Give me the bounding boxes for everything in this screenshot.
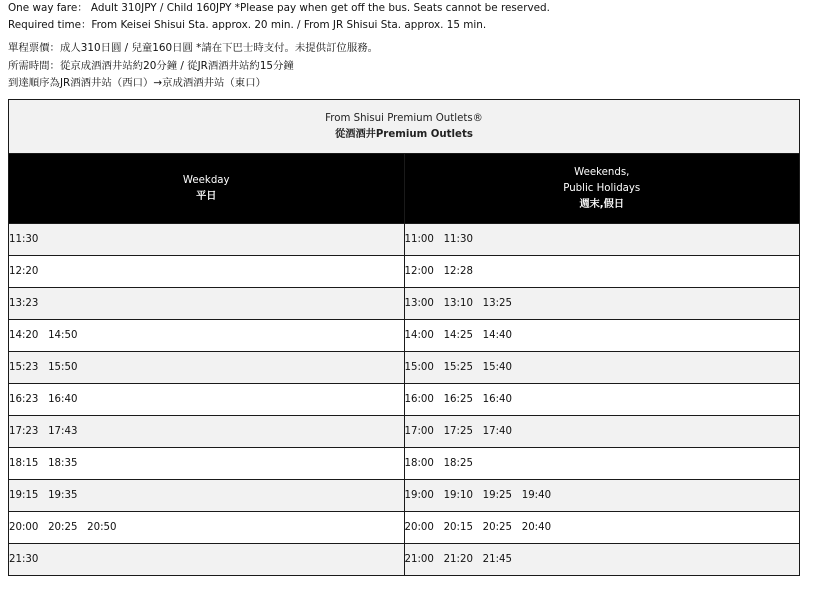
fare-text-en: One way fare： Adult 310JPY / Child 160JPY *Please pay when get off the bus. Seats cannot be reserved. bbox=[8, 2, 550, 14]
table-row bbox=[9, 288, 800, 320]
column-header-row bbox=[9, 154, 800, 224]
table-row bbox=[9, 448, 800, 480]
weekend-header-en-line2: Public Holidays bbox=[563, 182, 641, 194]
weekend-header-zh: 週末,假日 bbox=[579, 198, 625, 210]
weekend-header-en-line1: Weekends, bbox=[574, 166, 630, 178]
weekend-times-cell: 17:00 17:25 17:40 bbox=[404, 416, 800, 448]
table-row bbox=[9, 512, 800, 544]
table-row bbox=[9, 352, 800, 384]
weekday-times-cell: 13:23 bbox=[9, 288, 405, 320]
weekend-times-cell: 11:00 11:30 bbox=[404, 224, 800, 256]
fare-text-zh: 單程票價：成人310日圓 / 兒童160日圓 *請在下巴士時支付。未提供訂位服務。 bbox=[8, 42, 378, 54]
weekend-header bbox=[404, 154, 800, 224]
table-row bbox=[9, 256, 800, 288]
table-row bbox=[9, 480, 800, 512]
title-en: From Shisui Premium Outlets® bbox=[325, 112, 483, 124]
timetable-body bbox=[9, 224, 800, 576]
weekday-times-cell: 19:15 19:35 bbox=[9, 480, 405, 512]
required-time-text-en: Required time：From Keisei Shisui Sta. approx. 20 min. / From JR Shisui Sta. approx. 15 min. bbox=[8, 19, 487, 31]
timetable-title-row bbox=[9, 100, 800, 154]
weekend-times-cell: 20:00 20:15 20:25 20:40 bbox=[404, 512, 800, 544]
weekday-header-en: Weekday bbox=[182, 174, 230, 186]
weekend-times-cell: 12:00 12:28 bbox=[404, 256, 800, 288]
title-zh: 從酒酒井Premium Outlets bbox=[335, 128, 473, 140]
weekday-times-cell: 16:23 16:40 bbox=[9, 384, 405, 416]
weekend-times-cell: 13:00 13:10 13:25 bbox=[404, 288, 800, 320]
weekday-header-zh: 平日 bbox=[196, 190, 217, 202]
weekday-times-cell: 11:30 bbox=[9, 224, 405, 256]
required-time-text-zh: 所需時間：從京成酒酒井站約20分鐘 / 從JR酒酒井站約15分鐘 bbox=[8, 59, 294, 72]
table-row bbox=[9, 320, 800, 352]
weekend-times-cell: 18:00 18:25 bbox=[404, 448, 800, 480]
weekend-times-cell: 21:00 21:20 21:45 bbox=[404, 544, 800, 576]
weekday-times-cell: 14:20 14:50 bbox=[9, 320, 405, 352]
weekend-times-cell: 16:00 16:25 16:40 bbox=[404, 384, 800, 416]
chinese-info bbox=[8, 40, 378, 93]
table-row bbox=[9, 416, 800, 448]
weekday-header bbox=[9, 154, 405, 224]
stop-order-text-zh: 到達順序為JR酒酒井站（西口）→京成酒酒井站（東口） bbox=[8, 77, 266, 89]
english-info bbox=[8, 0, 550, 34]
timetable-title bbox=[9, 100, 800, 154]
table-row bbox=[9, 544, 800, 576]
table-row bbox=[9, 384, 800, 416]
weekday-times-cell: 15:23 15:50 bbox=[9, 352, 405, 384]
weekday-times-cell: 12:20 bbox=[9, 256, 405, 288]
weekend-times-cell: 19:00 19:10 19:25 19:40 bbox=[404, 480, 800, 512]
weekday-times-cell: 21:30 bbox=[9, 544, 405, 576]
weekday-times-cell: 18:15 18:35 bbox=[9, 448, 405, 480]
weekday-times-cell: 20:00 20:25 20:50 bbox=[9, 512, 405, 544]
weekend-times-cell: 15:00 15:25 15:40 bbox=[404, 352, 800, 384]
weekend-times-cell: 14:00 14:25 14:40 bbox=[404, 320, 800, 352]
table-row bbox=[9, 224, 800, 256]
bus-timetable bbox=[8, 99, 800, 576]
weekday-times-cell: 17:23 17:43 bbox=[9, 416, 405, 448]
